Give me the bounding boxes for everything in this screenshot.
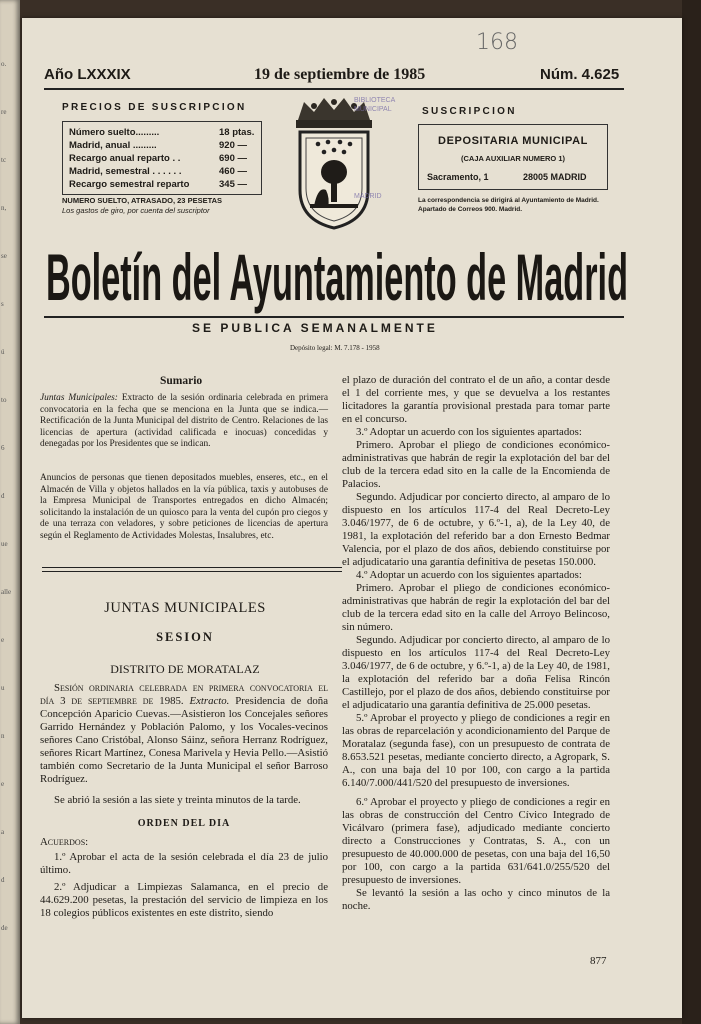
sesion-heading: SESION: [156, 630, 214, 644]
issue-number: Núm. 4.625: [540, 66, 620, 83]
prev-page-fragment: e: [1, 780, 5, 788]
sumario-paragraph: Juntas Municipales: Extracto de la sesión ordinaria celebrada en primera convocatoria en la fecha que se menciona en la Junta que se indica.—Rectificación de la Junta Municipal del distrito de Centro. Relaciones de las licencias de apertura (actividad calificada e inocuas) concedidas y denegadas por los Presidentes que se indican.: [40, 393, 328, 449]
prev-page-fragment: n: [1, 732, 5, 740]
correspondence-note: La correspondencia se dirigirá al Ayuntamiento de Madrid. Apartado de Correos 900. Madrid.: [418, 197, 599, 213]
bulletin-title: [42, 236, 632, 316]
office-name: DEPOSITARIA MUNICIPAL: [438, 135, 588, 147]
subscription-office-title: SUSCRIPCION: [422, 106, 517, 117]
price-row: Recargo anual reparto . . 690 —: [69, 153, 247, 164]
office-subtitle: (CAJA AUXILIAR NUMERO 1): [460, 154, 566, 163]
prev-page-fragment: 6: [1, 444, 5, 452]
prev-page-fragment: s: [1, 300, 4, 308]
price-row: Recargo semestral reparto 345 —: [69, 179, 247, 190]
price-row: Madrid, semestral . . . . . . 460 —: [69, 166, 247, 177]
orden-del-dia-heading: ORDEN DEL DIA: [137, 818, 231, 829]
distrito-heading: DISTRITO DE MORATALAZ: [110, 662, 260, 676]
juntas-heading: JUNTAS MUNICIPALES: [104, 600, 266, 616]
masthead: [44, 66, 624, 88]
previous-page-edge: [0, 0, 20, 1024]
prev-page-fragment: de: [1, 924, 8, 932]
price-row: Madrid, anual ......... 920 —: [69, 140, 247, 151]
library-stamp: BIBLIOTECA MUNICIPAL MADRID: [354, 97, 396, 200]
prev-page-fragment: d: [1, 876, 5, 884]
prev-page-fragment: re: [1, 108, 7, 116]
sumario-paragraph: Anuncios de personas que tienen depositados muebles, enseres, etc., en el Almacén de Villa y objetos hallados en la vía pública, taxis y autobuses de la Empresa Municipal de Transportes entregados en dicho Almacén; solicitando la instalación de un quiosco para la venta del cupón pro ciegos y de una terraza con veladores, y sobre peticiones de licencias de apertura según el Reglamento de Actividades Molestas, Insalubres, etc.: [40, 473, 328, 541]
office-street: Sacramento, 1: [427, 172, 489, 182]
prev-page-fragment: d: [1, 492, 5, 500]
scan-background: [682, 0, 701, 1024]
juntas-body-right: el plazo de duración del contrato el de un año, a contar desde el 1 del corriente mes, y que se devuelva a los restantes licitadores la garantía provisional prestada para tomar parte en el concurso. 3.º Adoptar un acuerdo con los siguientes apartados: Primero. Aprobar el pliego de condiciones económico-administrativas que habrán de regir la explotación del bar del club de la tercera edad sito en la calle de la Encomienda de Palacios. Segundo. Adjudicar por concierto directo, al amparo de lo dispuesto en los artículos 117-4 del Real Decreto-Ley 3.046/1977, de 6 de octubre, y 6.º-1, a), de la Ley 40, de 1981, la explotación del referido bar a don Ernesto Bedmar Valencia, por el plazo de dos años, debiendo constituirse por el adjudicatario una garantía definitiva de pesetas 150.000. 4.º Adoptar un acuerdo con los siguientes apartados: Primero. Aprobar el pliego de condiciones económico-administrativas que habrán de regir la explotación del bar del club de la tercera edad sito en la calle del Arroyo Belincoso, sin número. Segundo. Adjudicar por concierto directo, al amparo de lo dispuesto en los artículos 117-4 del Real Decreto-Ley 3.046/1977, de 6 de octubre, y 6.º-1, a) de la Ley 40, de 1981, la explotación del referido bar a doña Felisa Rincón Castillejo, por el plazo de dos años, debiendo constituirse por el adjudicatario una garantía definitiva de 25.000 pesetas. 5.º Aprobar el proyecto y pliego de condiciones a regir en las obras de reparcelación y acondicionamiento del Parque de Moratalaz (segunda fase), con un presupuesto de contrata de 8.653.521 pesetas, mediante concierto directo, a Agropark, S. A., con una baja del 10 por 100, con cargo a la partida 6.140/7.000/441/520 del presupuesto de inversiones. 6.º Aprobar el proyecto y pliego de condiciones a regir en las obras de construcción del Centro Cívico Integrado de Vicálvaro (primera fase), adjudicado mediante concierto directo a Construcciones y Contratas, S. A., con un presupuesto de 40.000.000 de pesetas, con una baja del 16,50 por 100, con cargo a la partida 631/641.0/255/520 del presupuesto de inversiones. Se levantó la sesión a las ocho y cinco minutos de la noche.: [342, 374, 610, 912]
subscription-price-box: [62, 121, 262, 195]
prev-page-fragment: u: [1, 684, 5, 692]
masthead-rule: [44, 88, 624, 90]
prev-page-fragment: se: [1, 252, 7, 260]
prev-page-fragment: to: [1, 396, 7, 404]
legal-deposit: Depósito legal: M. 7.178 - 1958: [290, 344, 380, 352]
sumario-heading: Sumario: [160, 375, 203, 387]
prev-page-fragment: o.: [1, 60, 7, 68]
price-note-back-issue: NUMERO SUELTO, ATRASADO, 23 PESETAS: [62, 196, 223, 205]
prev-page-fragment: e: [1, 636, 5, 644]
svg-text:Boletín del Ayuntamiento de Ma: Boletín del Ayuntamiento de Madrid: [46, 240, 628, 314]
prev-page-fragment: tc: [1, 156, 7, 164]
year-label: Año LXXXIX: [44, 66, 131, 83]
prev-page-fragment: alle: [1, 588, 12, 596]
prev-page-fragment: n,: [1, 204, 7, 212]
subscription-prices-title: PRECIOS DE SUSCRIPCION: [62, 102, 247, 113]
prev-page-fragment: ú: [1, 348, 5, 356]
prev-page-fragment: ue: [1, 540, 8, 548]
issue-date: 19 de septiembre de 1985: [254, 66, 426, 83]
price-note-postage: Los gastos de giro, por cuenta del suscriptor: [62, 206, 210, 215]
handwritten-page-number: 168: [476, 30, 518, 55]
office-postal: 28005 MADRID: [523, 172, 587, 182]
juntas-body-left: Sesión ordinaria celebrada en primera convocatoria el día 3 de septiembre de 1985. Extracto. Presidencia de doña Concepción Aparicio Cuevas.—Asistieron los Concejales señores Garrido Hernández y Población Palomo, y los Vocales-vecinos señores Cano Cristóbal, Alonso Sáinz, señora Herranz Rodríguez, señores Ricart Martínez, Conesa Marivela y Hevia Pello.—Asistió también como Secretario de la Junta Municipal el señor Barroso Rodríguez. Se abrió la sesión a las siete y treinta minutos de la tarde. ORDEN DEL DIA Acuerdos: 1.º Aprobar el acta de la sesión celebrada el día 23 de julio último. 2.º Adjudicar a Limpiezas Salamanca, en el precio de 44.629.200 pesetas, la prestación del servicio de limpieza en los 18 colegios públicos existentes en este distrito, siendo: [40, 682, 328, 919]
publication-frequency: SE PUBLICA SEMANALMENTE: [192, 321, 438, 335]
section-divider: [42, 567, 342, 572]
title-rule: [44, 316, 624, 318]
prev-page-fragment: a: [1, 828, 5, 836]
price-row: Número suelto......... 18 ptas.: [69, 127, 255, 138]
bulletin-page: [22, 18, 682, 1018]
subscription-office-box: [418, 124, 608, 190]
page-folio: 877: [590, 955, 607, 967]
